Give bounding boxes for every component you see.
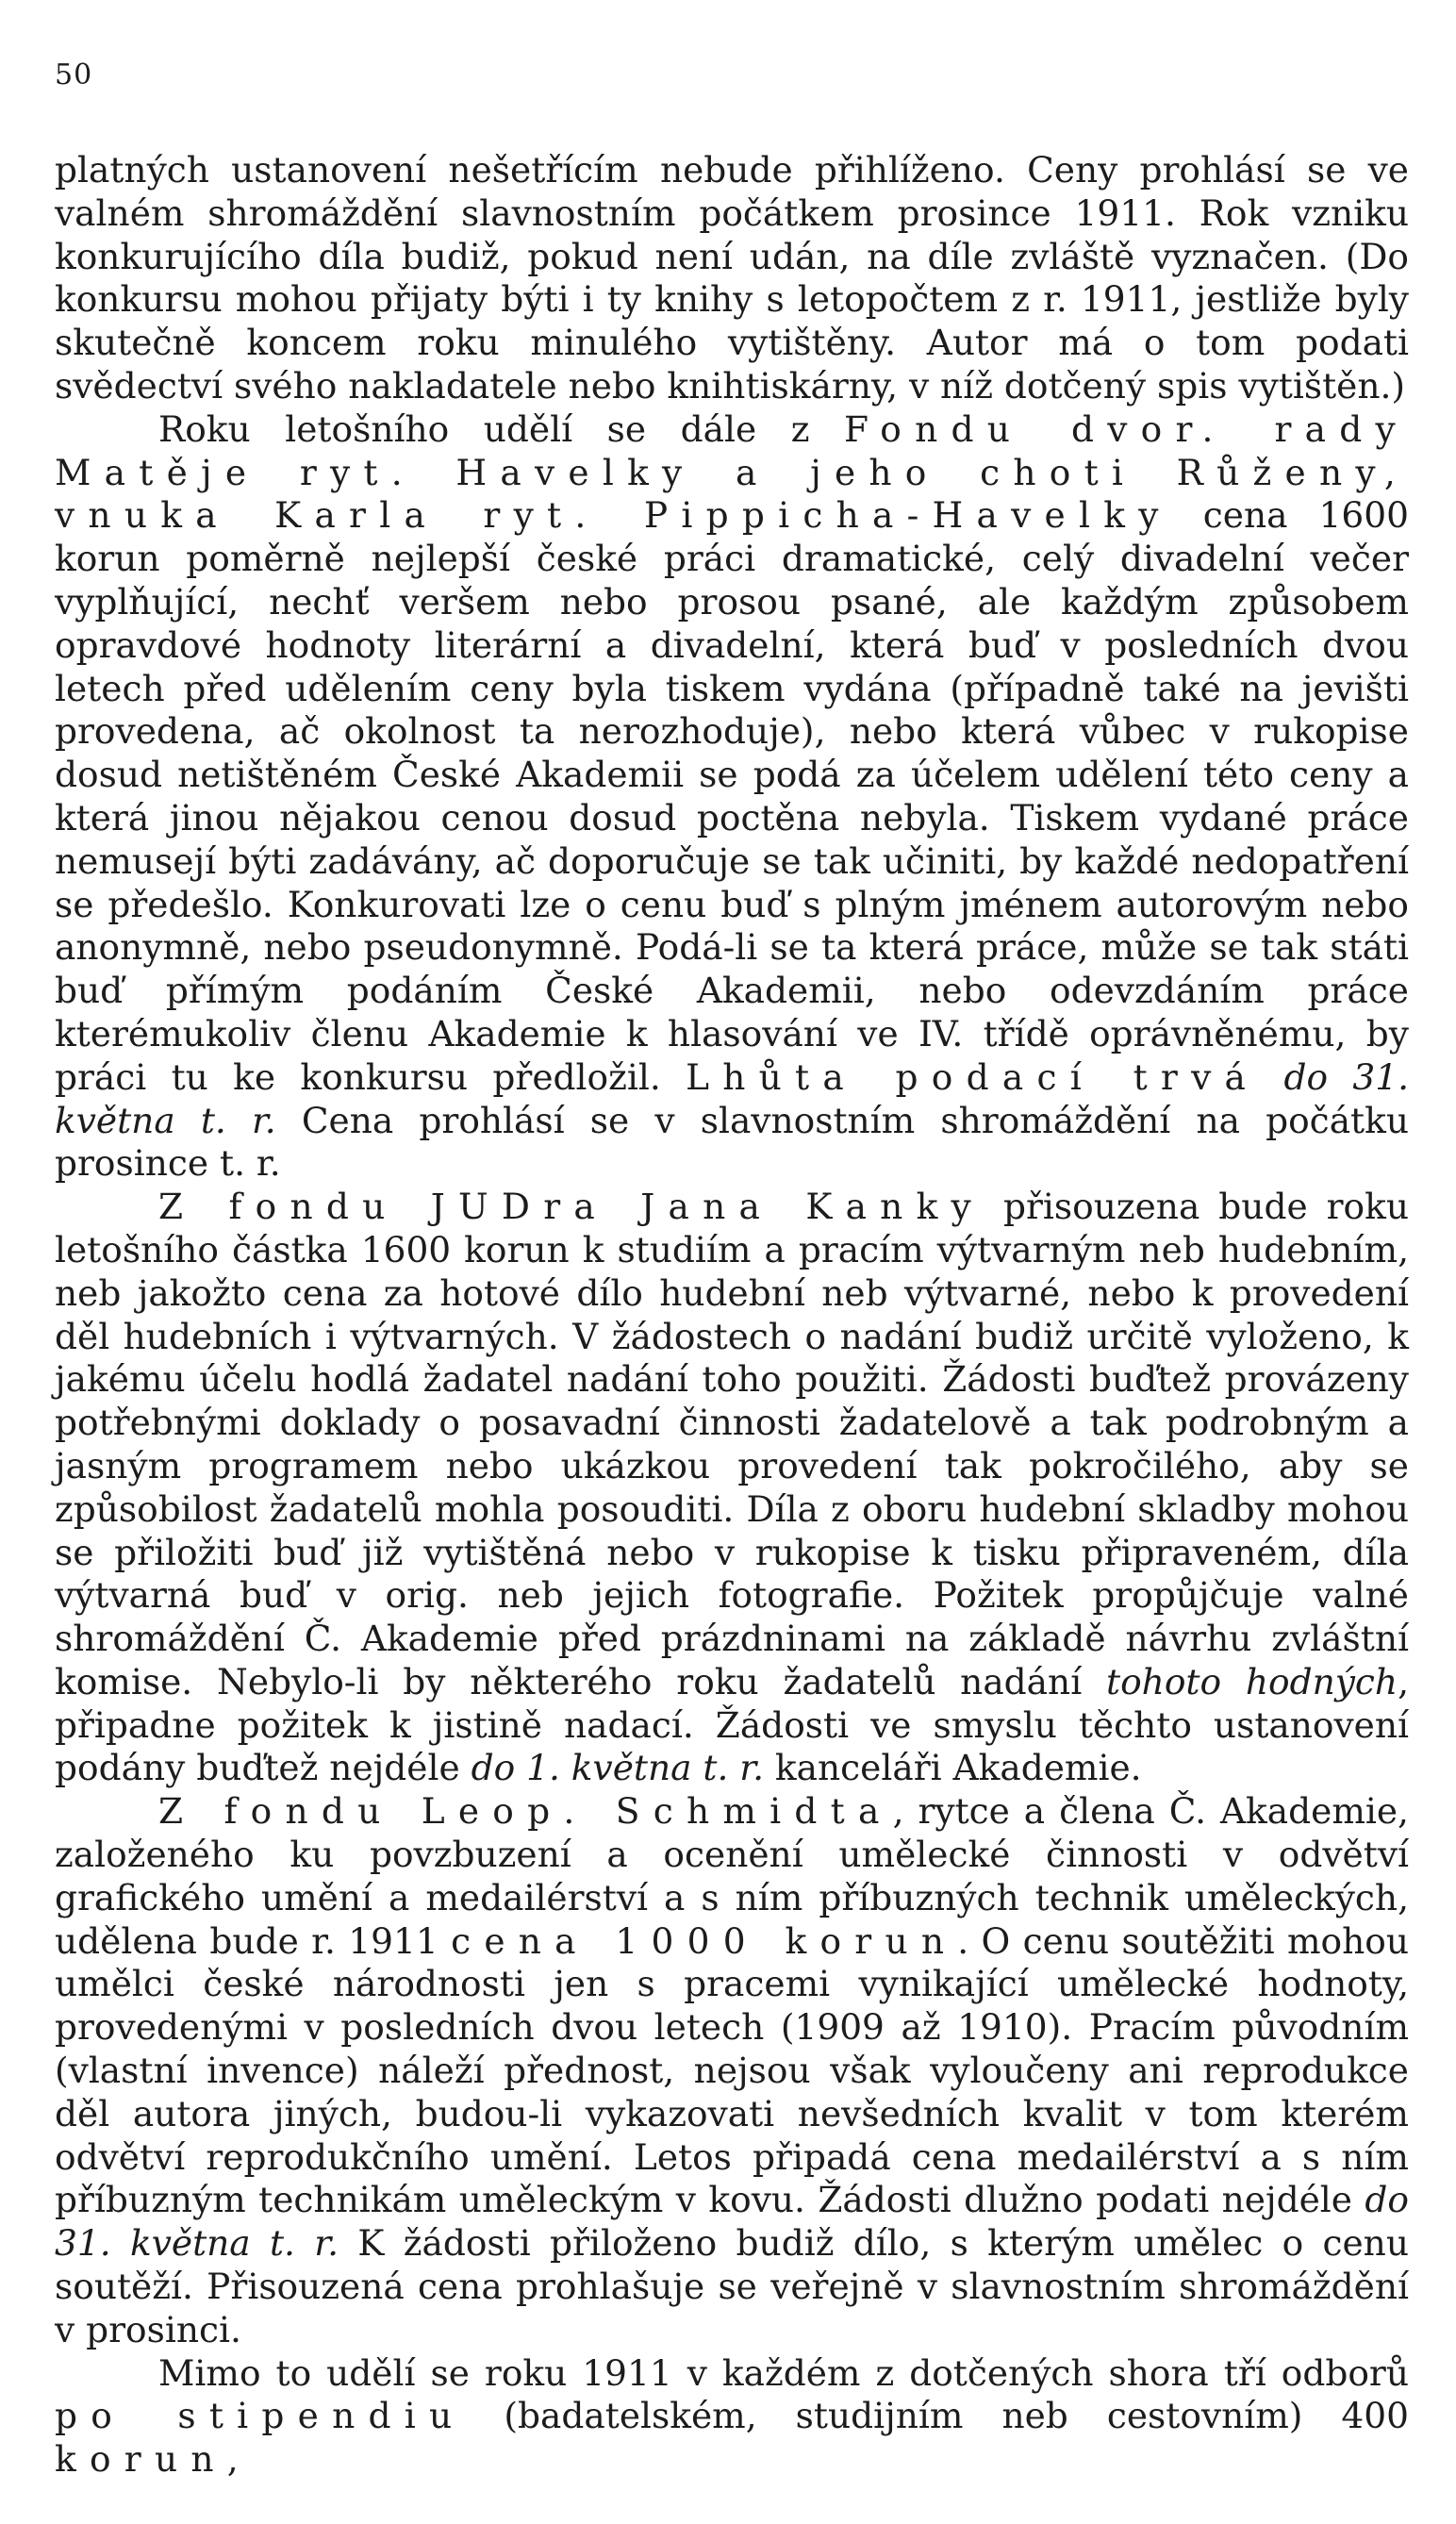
text-segment: Mimo to udělí se roku 1911 v každém z dotčených shora tří odborů <box>158 2351 1409 2394</box>
paragraph-p2 <box>55 408 1409 1186</box>
text-segment: cena 1600 korun poměrně nejlepší české práci dramatické, celý divadelní večer vyplňující, nechť veršem nebo prosou psané, ale každým způsobem opravdové hodnoty literární a divadelní, která buď v posledních dvou letech před udělením ceny byla tiskem vydána (případně také na jevišti provedena, ač okolnost ta nerozhoduje), nebo která vůbec v rukopise dosud netištěném České Akademii se podá za účelem udělení této ceny a která jinou nějakou cenou dosud poctěna nebyla. Tiskem vydané práce nemusejí býti zadávány, ač doporučuje se tak učiniti, by každé nedopatření se předešlo. Konkurovati lze o cenu buď s plným jménem autorovým nebo anonymně, nebo pseudonymně. Podá-li se ta která práce, může se tak státi buď přímým podáním České Akademii, nebo odevzdáním práce kterémukoliv členu Akademie k hlasování ve IV. třídě oprávněnému, by práci tu ke konkursu předložil. <box>55 494 1409 1098</box>
text-segment: K žádosti přiloženo budiž dílo, s kterým umělec o cenu soutěží. Přisouzená cena prohlašuje se veřejně v slavnostním shromáždění v prosinci. <box>55 2222 1409 2350</box>
text-segment: platných ustanovení nešetřícím nebude přihlíženo. Ceny prohlásí se ve valném shromáždění slavnostním počátkem prosince 1911. Rok vzniku konkurujícího díla budiž, pokud není udán, na díle zvláště vyznačen. (Do konkursu mohou přijaty býti i ty knihy s letopočtem z r. 1911, jestliže byly skutečně koncem roku minulého vytištěny. Autor má o tom podati svědectví svého nakladatele nebo knihtiskárny, v níž dotčený spis vytištěn.) <box>55 149 1409 407</box>
spaced-emphasis: po stipendiu <box>55 2395 466 2437</box>
paragraph-p5 <box>55 2352 1409 2482</box>
spaced-emphasis: korun <box>55 2438 227 2481</box>
text-segment <box>1259 1056 1283 1098</box>
page-number: 50 <box>55 58 93 91</box>
text-segment: . O cenu soutěžiti mohou umělci české národnosti jen s pracemi vynikající umělecké hodnoty, provedenými v posledních dvou letech (1909 až 1910). Pracím původním (vlastní invence) náleží přednost, nejsou však vyloučeny ani reprodukce děl autora jiných, budou-li vykazovati nevšedních kvalit v tom kterém odvětví reprodukčního umění. Letos připadá cena medailérství a s ním příbuzným technikám uměleckým v kovu. Žádosti dlužno podati nejdéle <box>55 1919 1409 2221</box>
italic-date: do 31. května t. r. <box>55 2179 1409 2265</box>
main-text <box>55 149 1409 2482</box>
spaced-emphasis: Z fondu Leop. Schmidta <box>158 1790 893 1833</box>
spaced-emphasis: Fondu dvor. rady Matěje ryt. Havelky a jeho choti Růženy, vnuka Karla ryt. Pippicha-Havelky <box>55 407 1409 537</box>
text-segment: (badatelském, studijním neb cestovním) 400 <box>465 2395 1409 2437</box>
text-segment: Cena prohlásí se v slavnostním shromáždění na počátku prosince t. r. <box>55 1099 1409 1185</box>
text-segment: , připadne požitek k jistině nadací. Žádosti ve smyslu těchto ustanovení podány buďtež nejdéle <box>55 1660 1410 1789</box>
text-segment: přisouzena bude roku letošního částka 1600 korun k studiím a pracím výtvarným neb hudebním, neb jakožto cena za hotové dílo hudební neb výtvarné, nebo k provedení děl hudebních i výtvarných. V žádostech o nadání budiž určitě vyloženo, k jakému účelu hodlá žadatel nadání toho použiti. Žádosti buďtež provázeny potřebnými doklady o posavadní činnosti žadatelově a tak podrobným a jasným programem nebo ukázkou provedení tak pokročilého, aby se způsobilost žadatelů mohla posouditi. Díla z oboru hudební skladby mohou se přiložiti buď již vytištěná nebo v rukopise k tisku připraveném, díla výtvarná buď v orig. neb jejich fotografie. Požitek propůjčuje valné shromáždění Č. Akademie před prázdninami na základě návrhu zvláštní komise. Nebylo-li by některého roku žadatelů nadání <box>55 1186 1409 1702</box>
text-segment: , <box>226 2438 239 2481</box>
text-segment: Roku letošního udělí se dále z <box>158 407 845 450</box>
paragraph-p3 <box>55 1186 1409 1790</box>
italic-date: do 31. května t. r. <box>55 1055 1410 1141</box>
spaced-emphasis: Lhůta podací trvá <box>686 1055 1260 1098</box>
paragraph-p4 <box>55 1790 1409 2351</box>
italic-date: do 1. května t. r. <box>471 1747 765 1789</box>
text-segment: kanceláři Akademie. <box>764 1747 1142 1789</box>
text-segment: , rytce a člena Č. Akademie, založeného ku povzbuzení a ocenění umělecké činnosti v odvětví grafického umění a medailérství a s ním příbuzných technik uměleckých, udělena bude r. 1911 <box>55 1790 1409 1962</box>
italic-date: tohoto hodných <box>1106 1660 1398 1702</box>
paragraph-p1 <box>55 149 1409 408</box>
spaced-emphasis: Z fondu JUDra Jana Kanky <box>158 1186 984 1228</box>
spaced-emphasis: cena 1000 korun <box>451 1919 958 1962</box>
